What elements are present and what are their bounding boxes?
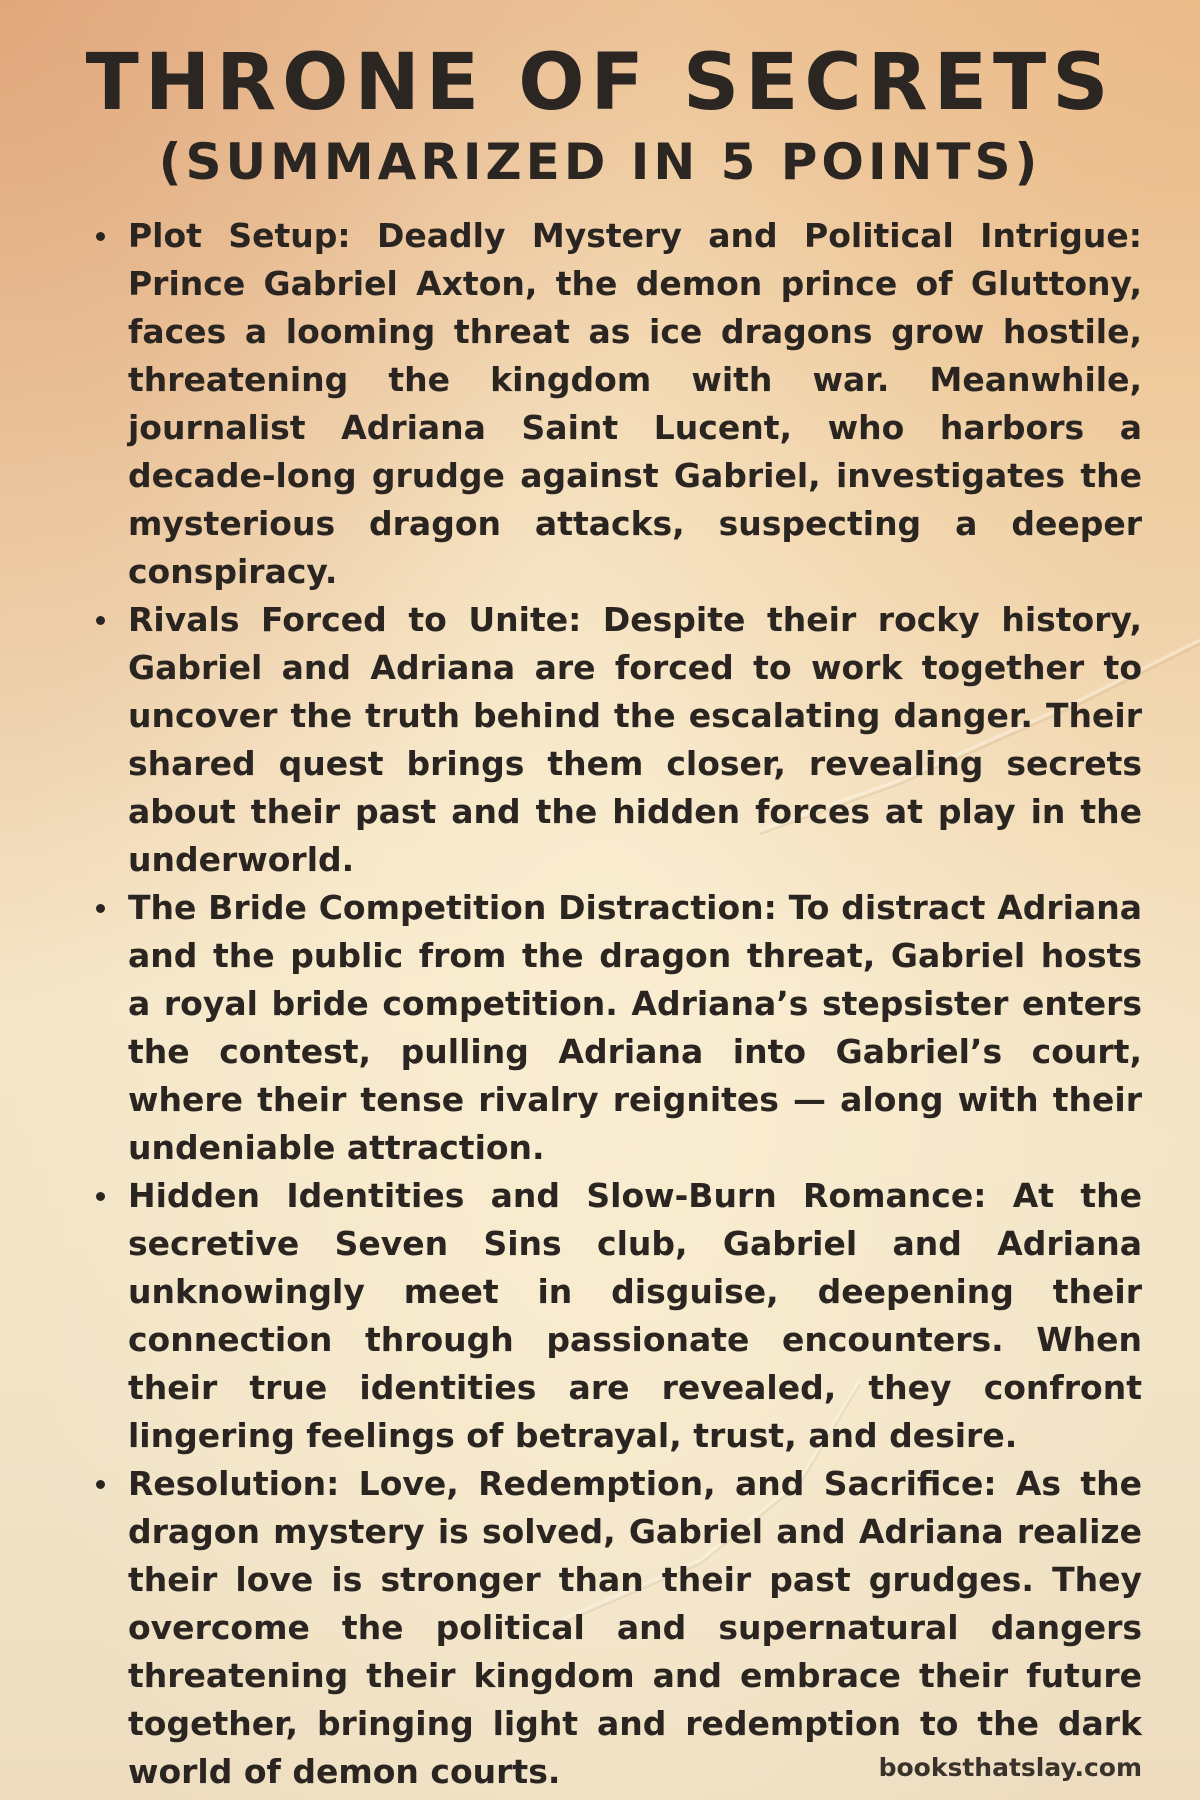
summary-point: [92, 212, 1142, 596]
summary-point-text: Hidden Identities and Slow-Burn Romance: At the secretive Seven Sins club, Gabriel and Adriana unknowingly meet in disguise, deepening their connection through passionate encounters. When their true identities are revealed, they confront lingering feelings of betrayal, trust, and desire.: [128, 1176, 1142, 1455]
bullet-icon: [96, 616, 105, 625]
page-subtitle: (SUMMARIZED IN 5 POINTS): [158, 133, 1042, 191]
summary-point-text: The Bride Competition Distraction: To distract Adriana and the public from the dragon threat, Gabriel hosts a royal bride competition. Adriana’s stepsister enters the contest, pulling Adriana into Gabriel’s court, where their tense rivalry reignites — along with their undeniable attraction.: [128, 888, 1142, 1167]
summary-point-text: Plot Setup: Deadly Mystery and Political Intrigue: Prince Gabriel Axton, the demon prince of Gluttony, faces a looming threat as ice dragons grow hostile, threatening the kingdom with war. Meanwhile, journalist Adriana Saint Lucent, who harbors a decade-long grudge against Gabriel, investigates the mysterious dragon attacks, suspecting a deeper conspiracy.: [128, 216, 1142, 591]
site-watermark: booksthatslay.com: [878, 1753, 1142, 1782]
bullet-icon: [96, 904, 105, 913]
bullet-icon: [96, 1480, 105, 1489]
summary-point: [92, 884, 1142, 1172]
bullet-icon: [96, 1192, 105, 1201]
summary-point-text: Rivals Forced to Unite: Despite their rocky history, Gabriel and Adriana are forced to work together to uncover the truth behind the escalating danger. Their shared quest brings them closer, revealing secrets about their past and the hidden forces at play in the underworld.: [128, 600, 1142, 879]
summary-point: [92, 1172, 1142, 1460]
summary-point: [92, 1460, 1142, 1796]
bullet-icon: [96, 232, 105, 241]
summary-point-text: Resolution: Love, Redemption, and Sacrifice: As the dragon mystery is solved, Gabriel and Adriana realize their love is stronger than their past grudges. They overcome the political and supernatural dangers threatening their kingdom and embrace their future together, bringing light and redemption to the dark world of demon courts.: [128, 1464, 1142, 1791]
summary-point: [92, 596, 1142, 884]
page-title: THRONE OF SECRETS: [85, 38, 1115, 128]
summary-points-list: [92, 212, 1142, 1796]
